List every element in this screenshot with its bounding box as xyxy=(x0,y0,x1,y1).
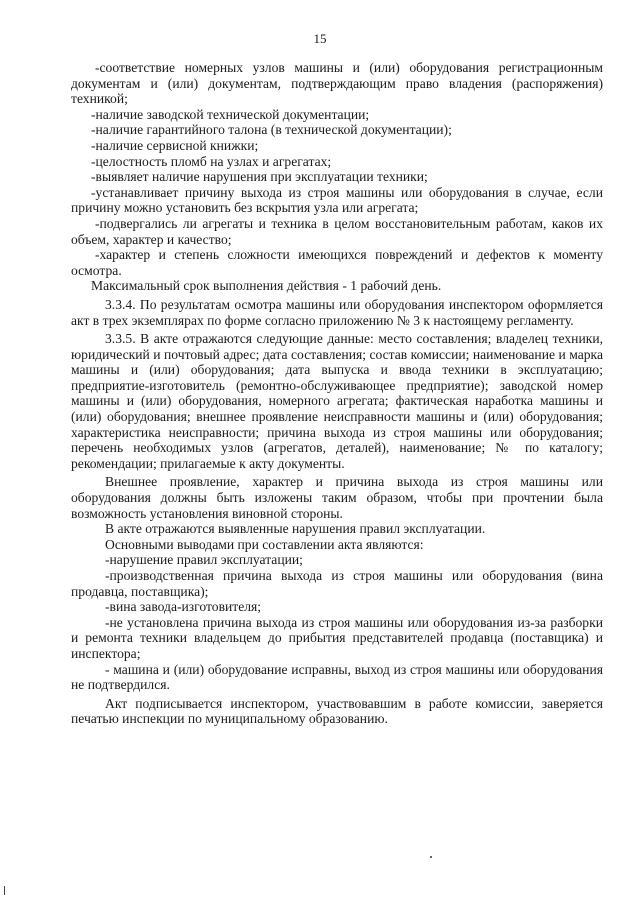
paragraph-7: -устанавливает причину выхода из строя машины или оборудования в случае, если причину можно установить без вскрытия узла или агрегата; xyxy=(71,184,603,216)
paragraph-17: -производственная причина выхода из строя машины или оборудования (вина продавца, поставщика); xyxy=(71,568,603,599)
paragraph-5: -целостность пломб на узлах и агрегатах; xyxy=(91,153,332,169)
paragraph-2: -наличие заводской технической документации; xyxy=(91,106,370,122)
paragraph-12: 3.3.5. В акте отражаются следующие данные: место составления; владелец техники, юридический и почтовый адрес; дата составления; состав комиссии; наименование и марка машины и (или) оборудования; дата выпуска и ввода техники в эксплуатацию; предприятие-изготовитель (ремонтно-обслуживающее предприятие); заводской номер машины и (или) оборудования, номерного агрегата; фактическая наработка машины и (или) оборудования; внешнее проявление неисправности машины и (или) оборудования; характеристика неисправности; причина выхода из строя машины или оборудования; перечень необходимых узлов (агрегатов, деталей), наименование; № по каталогу; рекомендации; прилагаемые к акту документы. xyxy=(71,331,603,471)
document-body xyxy=(71,60,603,727)
scan-edge-mark xyxy=(4,886,5,895)
paragraph-4: -наличие сервисной книжки; xyxy=(91,137,259,153)
paragraph-13: Внешнее проявление, характер и причина выхода из строя машины или оборудования должны быть изложены таким образом, чтобы при прочтении была возможность установления виновной стороны. xyxy=(71,474,603,521)
paragraph-14: В акте отражаются выявленные нарушения правил эксплуатации. xyxy=(105,521,486,537)
paragraph-10: Максимальный срок выполнения действия - 1 рабочий день. xyxy=(91,278,442,294)
paragraph-9: -характер и степень сложности имеющихся повреждений и дефектов к моменту осмотра. xyxy=(71,247,603,278)
paragraph-19: -не установлена причина выхода из строя машины или оборудования из-за разборки и ремонта техники владельцем до прибытия представителей продавца (поставщика) и инспектора; xyxy=(71,614,603,661)
paragraph-18: -вина завода-изготовителя; xyxy=(105,599,262,615)
paragraph-21: Акт подписывается инспектором, участвовавшим в работе комиссии, заверяется печатью инспекции по муниципальному образованию. xyxy=(71,695,603,727)
page-number: 15 xyxy=(313,31,327,46)
paragraph-3: -наличие гарантийного талона (в технической документации); xyxy=(91,122,452,138)
scan-speck xyxy=(430,856,432,858)
paragraph-20: - машина и (или) оборудование исправны, выход из строя машины или оборудования не подтвердился. xyxy=(71,661,603,693)
paragraph-11: 3.3.4. По результатам осмотра машины или оборудования инспектором оформляется акт в трех экземплярах по форме согласно приложению № 3 к настоящему регламенту. xyxy=(71,296,603,328)
paragraph-16: -нарушение правил эксплуатации; xyxy=(105,552,303,568)
paragraph-6: -выявляет наличие нарушения при эксплуатации техники; xyxy=(91,169,428,185)
paragraph-1: -соответствие номерных узлов машины и (или) оборудования регистрационным документам и (или) документам, подтверждающим право владения (распоряжения) техникой; xyxy=(71,60,603,107)
paragraph-8: -подвергались ли агрегаты и техника в целом восстановительным работам, каков их объем, характер и качество; xyxy=(71,215,603,247)
paragraph-15: Основными выводами при составлении акта являются: xyxy=(105,536,424,552)
